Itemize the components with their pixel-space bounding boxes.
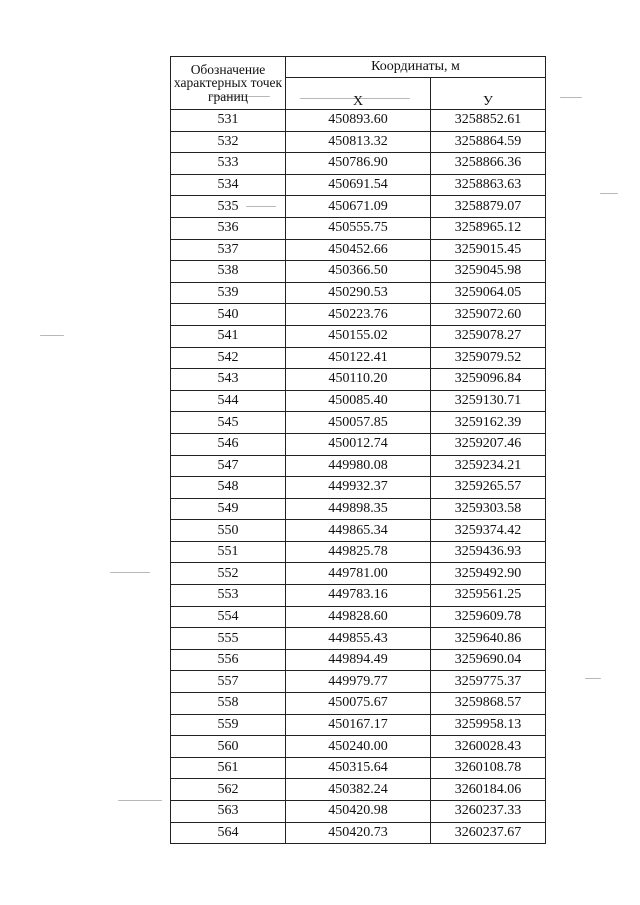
point-number-cell: 539 [171,282,286,304]
y-coordinate-cell: 3259374.42 [431,520,546,542]
table-row [171,520,546,542]
x-coordinate-cell: 450452.66 [286,239,431,261]
x-coordinate-cell: 449783.16 [286,585,431,607]
y-coordinate-cell: 3259303.58 [431,498,546,520]
point-number-cell: 533 [171,153,286,175]
y-column-header: У [431,78,546,110]
table-row [171,736,546,758]
point-number-cell: 553 [171,585,286,607]
table-row [171,563,546,585]
table-row [171,261,546,283]
table-row [171,217,546,239]
x-coordinate-cell: 450671.09 [286,196,431,218]
table-row [171,822,546,844]
y-coordinate-cell: 3259868.57 [431,693,546,715]
x-coordinate-cell: 450240.00 [286,736,431,758]
y-coordinate-cell: 3259045.98 [431,261,546,283]
x-coordinate-cell: 449855.43 [286,628,431,650]
y-coordinate-cell: 3259436.93 [431,541,546,563]
table-row [171,153,546,175]
x-coordinate-cell: 450893.60 [286,110,431,132]
y-coordinate-cell: 3259078.27 [431,325,546,347]
x-coordinate-cell: 450786.90 [286,153,431,175]
x-coordinate-cell: 450122.41 [286,347,431,369]
point-number-cell: 538 [171,261,286,283]
x-column-header: X [286,78,431,110]
point-number-cell: 560 [171,736,286,758]
y-coordinate-cell: 3259079.52 [431,347,546,369]
y-coordinate-cell: 3259064.05 [431,282,546,304]
y-coordinate-cell: 3259096.84 [431,369,546,391]
scan-speck [40,335,64,336]
table-row [171,801,546,823]
point-number-cell: 548 [171,477,286,499]
table-row [171,649,546,671]
y-coordinate-cell: 3259072.60 [431,304,546,326]
x-coordinate-cell: 450691.54 [286,174,431,196]
point-number-cell: 542 [171,347,286,369]
table-row [171,757,546,779]
table-row [171,693,546,715]
x-coordinate-cell: 450167.17 [286,714,431,736]
x-coordinate-cell: 450075.67 [286,693,431,715]
table-row [171,325,546,347]
table-row [171,282,546,304]
coordinates-header: Координаты, м [286,57,546,78]
point-number-cell: 545 [171,412,286,434]
scan-speck [118,800,162,801]
x-coordinate-cell: 450420.98 [286,801,431,823]
y-coordinate-cell: 3259265.57 [431,477,546,499]
y-coordinate-cell: 3259207.46 [431,433,546,455]
x-coordinate-cell: 450382.24 [286,779,431,801]
x-coordinate-cell: 450223.76 [286,304,431,326]
point-number-cell: 544 [171,390,286,412]
x-coordinate-cell: 450555.75 [286,217,431,239]
x-coordinate-cell: 449825.78 [286,541,431,563]
point-number-cell: 550 [171,520,286,542]
coordinates-table [170,56,546,844]
y-coordinate-cell: 3260108.78 [431,757,546,779]
y-coordinate-cell: 3259640.86 [431,628,546,650]
point-number-cell: 541 [171,325,286,347]
table-row [171,433,546,455]
scan-speck [110,572,150,573]
x-coordinate-cell: 450085.40 [286,390,431,412]
y-coordinate-cell: 3259234.21 [431,455,546,477]
y-coordinate-cell: 3260028.43 [431,736,546,758]
table-row [171,606,546,628]
y-coordinate-cell: 3259775.37 [431,671,546,693]
point-number-cell: 532 [171,131,286,153]
y-coordinate-cell: 3258864.59 [431,131,546,153]
point-number-cell: 563 [171,801,286,823]
x-coordinate-cell: 450813.32 [286,131,431,153]
y-coordinate-cell: 3259015.45 [431,239,546,261]
designation-header: Обозначение характерных точек границ [171,57,286,110]
table-row [171,304,546,326]
y-coordinate-cell: 3260184.06 [431,779,546,801]
table-body [171,110,546,844]
y-coordinate-cell: 3258863.63 [431,174,546,196]
table-row [171,110,546,132]
x-coordinate-cell: 450012.74 [286,433,431,455]
point-number-cell: 546 [171,433,286,455]
point-number-cell: 559 [171,714,286,736]
y-coordinate-cell: 3259130.71 [431,390,546,412]
y-coordinate-cell: 3258866.36 [431,153,546,175]
y-coordinate-cell: 3259690.04 [431,649,546,671]
point-number-cell: 557 [171,671,286,693]
x-coordinate-cell: 450290.53 [286,282,431,304]
table-row [171,196,546,218]
table-row [171,585,546,607]
x-coordinate-cell: 450057.85 [286,412,431,434]
x-coordinate-cell: 449894.49 [286,649,431,671]
point-number-cell: 552 [171,563,286,585]
y-coordinate-cell: 3259958.13 [431,714,546,736]
y-coordinate-cell: 3258879.07 [431,196,546,218]
y-coordinate-cell: 3259561.25 [431,585,546,607]
x-coordinate-cell: 449828.60 [286,606,431,628]
table-row [171,347,546,369]
point-number-cell: 554 [171,606,286,628]
y-coordinate-cell: 3258965.12 [431,217,546,239]
y-coordinate-cell: 3259162.39 [431,412,546,434]
point-number-cell: 531 [171,110,286,132]
table-row [171,239,546,261]
point-number-cell: 564 [171,822,286,844]
y-coordinate-cell: 3260237.67 [431,822,546,844]
x-coordinate-cell: 449898.35 [286,498,431,520]
x-coordinate-cell: 449932.37 [286,477,431,499]
y-coordinate-cell: 3259492.90 [431,563,546,585]
point-number-cell: 534 [171,174,286,196]
table-row [171,390,546,412]
header-row [171,57,546,78]
point-number-cell: 543 [171,369,286,391]
table-row [171,779,546,801]
y-coordinate-cell: 3258852.61 [431,110,546,132]
point-number-cell: 555 [171,628,286,650]
table-row [171,455,546,477]
table-header [171,57,546,110]
table-row [171,412,546,434]
table-row [171,131,546,153]
scan-speck [560,97,582,98]
x-coordinate-cell: 450110.20 [286,369,431,391]
x-coordinate-cell: 450420.73 [286,822,431,844]
table-row [171,174,546,196]
point-number-cell: 561 [171,757,286,779]
point-number-cell: 549 [171,498,286,520]
x-coordinate-cell: 449865.34 [286,520,431,542]
x-coordinate-cell: 449781.00 [286,563,431,585]
table-row [171,498,546,520]
y-coordinate-cell: 3260237.33 [431,801,546,823]
table-row [171,541,546,563]
point-number-cell: 556 [171,649,286,671]
x-coordinate-cell: 449980.08 [286,455,431,477]
x-coordinate-cell: 450155.02 [286,325,431,347]
point-number-cell: 547 [171,455,286,477]
table-row [171,477,546,499]
table-row [171,628,546,650]
point-number-cell: 562 [171,779,286,801]
point-number-cell: 535 [171,196,286,218]
point-number-cell: 537 [171,239,286,261]
table-row [171,369,546,391]
point-number-cell: 551 [171,541,286,563]
point-number-cell: 558 [171,693,286,715]
point-number-cell: 536 [171,217,286,239]
x-coordinate-cell: 449979.77 [286,671,431,693]
scan-speck [585,678,601,679]
point-number-cell: 540 [171,304,286,326]
y-coordinate-cell: 3259609.78 [431,606,546,628]
table-row [171,714,546,736]
x-coordinate-cell: 450315.64 [286,757,431,779]
scan-speck [600,193,618,194]
x-coordinate-cell: 450366.50 [286,261,431,283]
table-row [171,671,546,693]
